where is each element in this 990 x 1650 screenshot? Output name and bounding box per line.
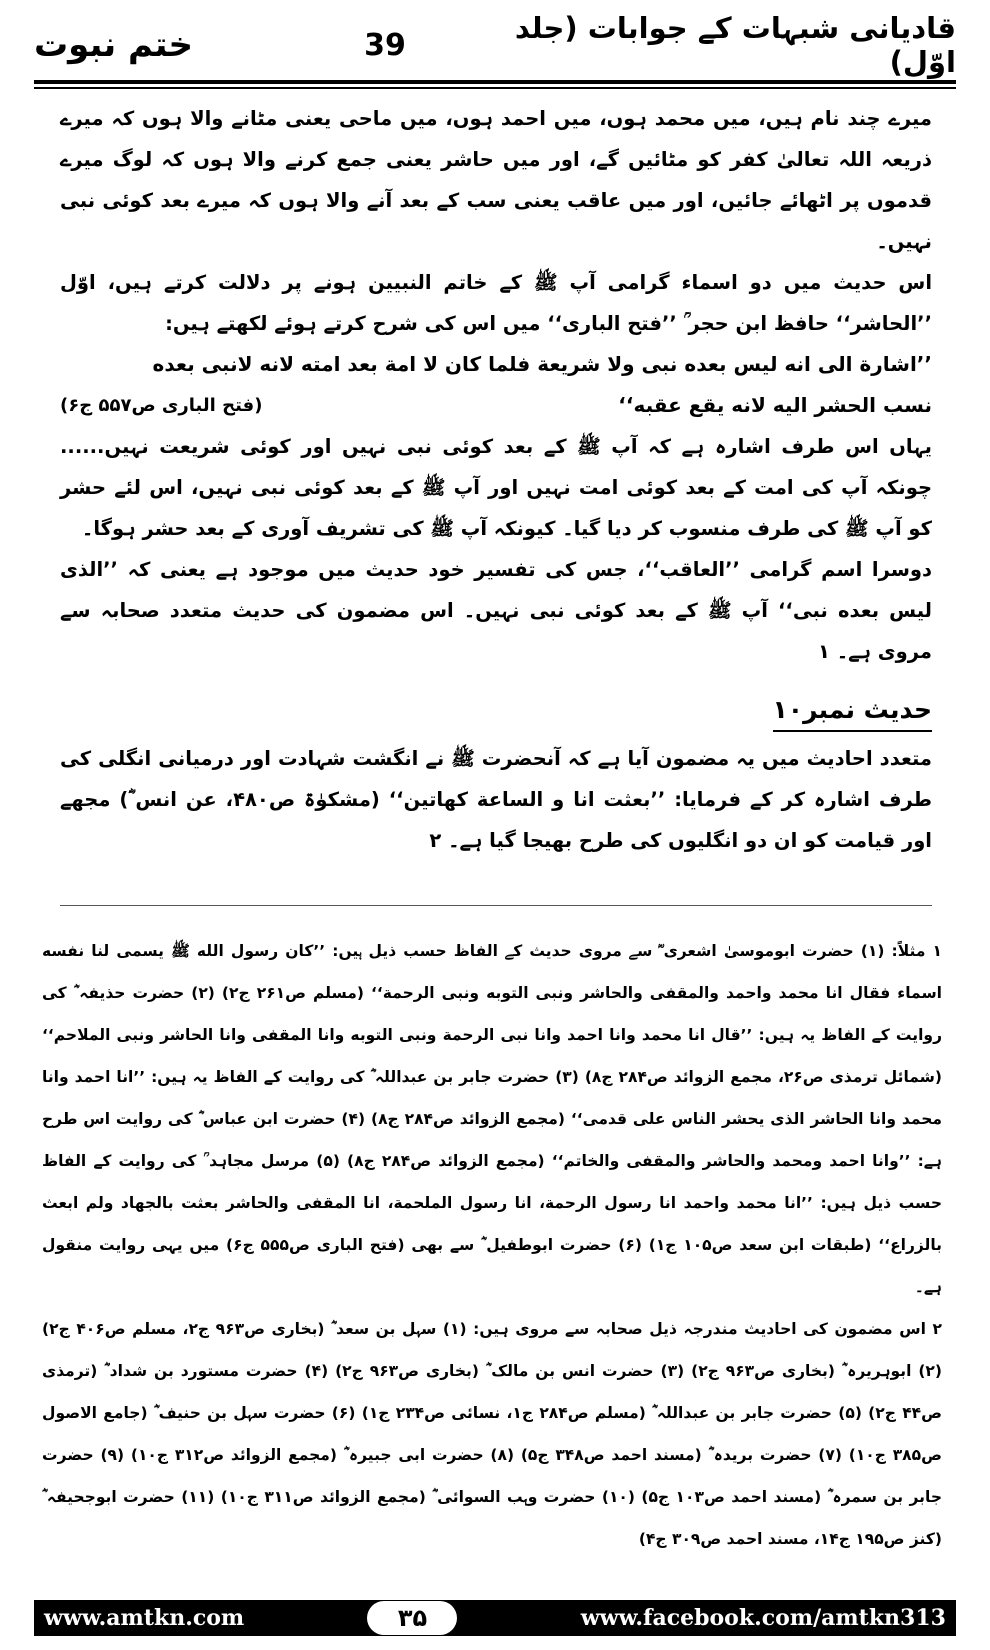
page-footer bbox=[34, 1600, 956, 1636]
website-link[interactable]: www.amtkn.com bbox=[44, 1605, 245, 1631]
paragraph-2: اس حدیث میں دو اسماء گرامی آپ ﷺ کے خاتم النبیین ہونے پر دلالت کرتے ہیں، اوّل ’’الحاشر‘‘ حافظ ابن حجر ؒ ’’فتح الباری‘‘ میں اس کی شرح کرتے ہوئے لکھتے ہیں: bbox=[60, 271, 932, 335]
section-heading: حدیث نمبر۱۰ bbox=[773, 690, 932, 732]
footer-page-number: ۳۵ bbox=[367, 1601, 457, 1635]
paragraph-1: میرے چند نام ہیں، میں محمد ہوں، میں احمد ہوں، میں ماحی یعنی مٹانے والا ہوں کہ میرے ذریعہ اللہ تعالیٰ کفر کو مٹائیں گے، اور میں حاشر یعنی جمع کرنے والا ہوں کہ لوگ میرے قدموں پر اٹھائے جائیں، اور میں عاقب یعنی سب کے بعد آنے والا ہوں کہ میرے بعد کوئی نبی نہیں۔ bbox=[60, 107, 932, 253]
paragraph-4: دوسرا اسم گرامی ’’العاقب‘‘، جس کی تفسیر خود حدیث میں موجود ہے یعنی کہ ’’الذی لیس بعده نبی‘‘ آپ ﷺ کے بعد کوئی نبی نہیں۔ اس مضمون کی حدیث متعدد صحابہ سے مروی ہے۔ ۱ bbox=[60, 558, 932, 663]
header-page-number: 39 bbox=[364, 27, 406, 63]
footnotes bbox=[42, 930, 942, 1560]
quote-reference: (فتح الباری ص۵۵۷ ج۶) bbox=[60, 395, 263, 416]
main-text bbox=[60, 98, 932, 861]
footnote-1: ۱ مثلاً: (۱) حضرت ابوموسیٰ اشعری ؓ سے مروی حدیث کے الفاظ حسب ذیل ہیں: ’’کان رسول الله ﷺ یسمی لنا نفسه اسماء فقال انا محمد واحمد والمقفی والحاشر ونبی التوبه ونبی الرحمة‘‘ (مسلم ص۲۶۱ ج۲) (۲) حضرت حذیفہ ؓ کی روایت کے الفاظ یہ ہیں: ’’قال انا محمد وانا احمد وانا نبی الرحمة ونبی التوبه وانا المقفی وانا الحاشر ونبی الملاحم‘‘ (شمائل ترمذی ص۲۶، مجمع الزوائد ص۲۸۴ ج۸) (۳) حضرت جابر بن عبداللہ ؓ کی روایت کے الفاظ یہ ہیں: ’’انا احمد وانا محمد وانا الحاشر الذی یحشر الناس علی قدمی‘‘ (مجمع الزوائد ص۲۸۴ ج۸) (۴) حضرت ابن عباس ؓ کی روایت اس طرح ہے: ’’وانا احمد ومحمد والحاشر والمقفی والخاتم‘‘ (مجمع الزوائد ص۲۸۴ ج۸) (۵) مرسل مجاہد ؒ کی روایت کے الفاظ حسب ذیل ہیں: ’’انا محمد واحمد انا رسول الرحمة، انا رسول الملحمة، انا المقفی والحاشر بعثت بالجهاد ولم ابعث بالزراع‘‘ (طبقات ابن سعد ص۱۰۵ ج۱) (۶) حضرت ابوطفیل ؓ سے بھی (فتح الباری ص۵۵۵ ج۶) میں یہی روایت منقول ہے۔ bbox=[42, 942, 942, 1296]
facebook-link[interactable]: www.facebook.com/amtkn313 bbox=[580, 1605, 946, 1631]
paragraph-5: متعدد احادیث میں یہ مضمون آیا ہے کہ آنحضرت ﷺ نے انگشت شہادت اور درمیانی انگلی کی طرف اشارہ کر کے فرمایا: ’’بعثت انا و الساعة کهاتین‘‘ (مشکوٰۃ ص۴۸۰، عن انس ؓ) مجھے اور قیامت کو ان دو انگلیوں کی طرح بھیجا گیا ہے۔ ۲ bbox=[60, 747, 932, 852]
arabic-quote-line-2: نسب الحشر الیه لانه یقع عقبه‘‘ bbox=[618, 393, 932, 417]
header-rule-thick bbox=[34, 80, 956, 84]
footnote-separator bbox=[60, 905, 932, 906]
arabic-quote-row bbox=[60, 385, 932, 426]
arabic-quote-line-1: ’’اشارة الی انه لیس بعده نبی ولا شریعة فلما کان لا امة بعد امته لانه لانبی بعده bbox=[152, 352, 932, 376]
paragraph-3: یہاں اس طرف اشارہ ہے کہ آپ ﷺ کے بعد کوئی نبی نہیں اور کوئی شریعت نہیں...... چونکہ آپ کی امت کے بعد کوئی امت نہیں اور آپ ﷺ کے بعد کوئی نبی نہیں، اس لئے حشر کو آپ ﷺ کی طرف منسوب کر دیا گیا۔ کیونکہ آپ ﷺ کی تشریف آوری کے بعد حشر ہوگا۔ bbox=[60, 435, 932, 540]
header-rule-thin bbox=[34, 87, 956, 89]
page-header bbox=[34, 11, 956, 79]
chapter-title: قادیانی شبہات کے جوابات (جلد اوّل) bbox=[514, 11, 956, 79]
book-title: ختم نبوت bbox=[34, 25, 194, 65]
footnote-2: ۲ اس مضمون کی احادیث مندرجہ ذیل صحابہ سے مروی ہیں: (۱) سہل بن سعد ؓ (بخاری ص۹۶۳ ج۲، مسلم ص۴۰۶ ج۲) (۲) ابوہریرہ ؓ (بخاری ص۹۶۳ ج۲) (۳) حضرت انس بن مالک ؓ (بخاری ص۹۶۳ ج۲) (۴) حضرت مستورد بن شداد ؓ (ترمذی ص۴۴ ج۲) (۵) حضرت جابر بن عبداللہ ؓ (مسلم ص۲۸۴ ج۱، نسائی ص۲۳۴ ج۱) (۶) حضرت سہل بن حنیف ؓ (جامع الاصول ص۳۸۵ ج۱۰) (۷) حضرت بریدہ ؓ (مسند احمد ص۳۴۸ ج۵) (۸) حضرت ابی جبیرہ ؓ (مجمع الزوائد ص۳۱۲ ج۱۰) (۹) حضرت جابر بن سمرہ ؓ (مسند احمد ص۱۰۳ ج۵) (۱۰) حضرت وہب السوائی ؓ (مجمع الزوائد ص۳۱۱ ج۱۰) (۱۱) حضرت ابوجحیفہ ؓ (کنز ص۱۹۵ ج۱۴، مسند احمد ص۳۰۹ ج۴) bbox=[42, 1320, 942, 1548]
